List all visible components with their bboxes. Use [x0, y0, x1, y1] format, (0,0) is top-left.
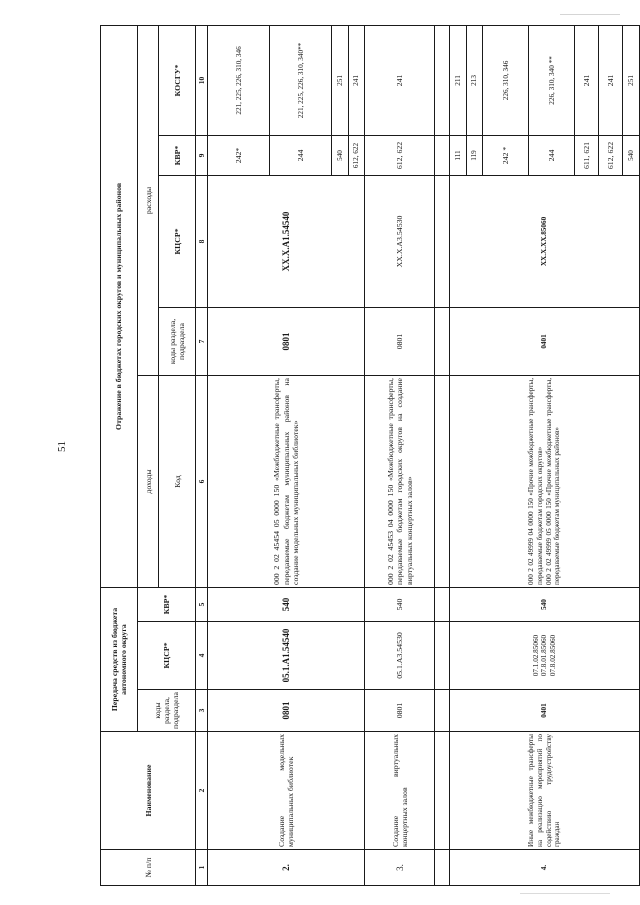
col-header-kvr2: КВР* — [159, 135, 196, 175]
row-section2: 0401 — [450, 307, 640, 375]
row-num: 2. — [208, 850, 365, 886]
row-kvr2: 119 — [466, 135, 483, 175]
row-name: Создание виртуальных концертных залов — [365, 732, 435, 850]
row-kosgu: 213 — [466, 25, 483, 135]
rotated-table-wrapper — [100, 26, 640, 886]
row-code-part: 000 2 02 49999 05 0000 150 «Прочие межбюджетные трансферты, передаваемые бюджетам муниципальных районов» — [544, 377, 562, 585]
column-number: 8 — [196, 175, 208, 307]
row-kosgu: 221, 225, 226, 310, 340** — [270, 25, 332, 135]
row-section: 0801 — [208, 690, 365, 732]
spacer-row — [435, 25, 450, 885]
table-row — [450, 25, 467, 885]
row-section: 0801 — [365, 690, 435, 732]
table-row — [208, 25, 270, 885]
col-header-kcsr: КЦСР* — [138, 622, 196, 690]
row-num: 3. — [365, 850, 435, 886]
row-kvr: 540 — [365, 587, 435, 621]
group-header-transfer: Передача средств из бюджета автономного округа — [101, 587, 138, 731]
column-number: 10 — [196, 25, 208, 135]
row-kvr: 540 — [208, 587, 365, 621]
row-kcsr: 05.1.А1.54540 — [208, 622, 365, 690]
column-number: 4 — [196, 622, 208, 690]
subgroup-income: доходы — [138, 375, 159, 587]
row-kvr2: 612, 622 — [348, 135, 365, 175]
col-header-section2: коды раздела, подраздела — [159, 307, 196, 375]
row-kosgu: 226, 310, 346 — [483, 25, 529, 135]
scan-artifact — [560, 14, 620, 15]
scan-artifact — [520, 893, 610, 894]
row-code: 000 2 02 45454 05 0000 150 «Межбюджетные трансферты, передаваемые бюджетам муниципальных районов на создание модельных муниципальных библиотек» — [208, 375, 365, 587]
row-section2: 0801 — [365, 307, 435, 375]
column-number: 7 — [196, 307, 208, 375]
budget-table — [100, 25, 640, 886]
col-header-code: Код — [159, 375, 196, 587]
row-name: Иные межбюджетные трансферты на реализацию мероприятий по содействию трудоустройству граждан — [450, 732, 640, 850]
row-code: 000 2 02 45453 04 0000 150 «Межбюджетные трансферты, передаваемые бюджетам городских округов на создание виртуальных концертных залов» — [365, 375, 435, 587]
row-kcsr: 05.1.А3.54530 — [365, 622, 435, 690]
row-kcsr: 07.1.02.85060 07.8.01.85060 07.8.02.85060 — [450, 622, 640, 690]
row-code-part: 000 2 02 49999 04 0000 150 «Прочие межбюджетные трансферты, передаваемые бюджетам городских округов» — [527, 377, 545, 585]
subgroup-expense: расходы — [138, 25, 159, 375]
row-kosgu: 251 — [332, 25, 349, 135]
column-number: 2 — [196, 732, 208, 850]
col-header-section: коды раздела, подраздела — [138, 690, 196, 732]
row-kvr2: 612, 622 — [365, 135, 435, 175]
column-number: 9 — [196, 135, 208, 175]
row-kcsr2: ХХ.Х.А3.54530 — [365, 175, 435, 307]
group-header-reflection: Отражение в бюджетах городских округов и муниципальных районов — [101, 25, 138, 587]
row-kvr2: 540 — [623, 135, 640, 175]
row-code — [450, 375, 640, 587]
col-header-num: № п/п — [101, 850, 196, 886]
row-kvr2: 242* — [208, 135, 270, 175]
col-header-kcsr2: КЦСР* — [159, 175, 196, 307]
row-section2: 0801 — [208, 307, 365, 375]
row-kvr2: 611, 621 — [575, 135, 599, 175]
row-kcsr2: ХХ.Х.ХХ.85060 — [450, 175, 640, 307]
column-number: 6 — [196, 375, 208, 587]
col-header-kvr: КВР* — [138, 587, 196, 621]
row-kosgu: 241 — [599, 25, 623, 135]
table-row — [365, 25, 435, 885]
row-kvr: 540 — [450, 587, 640, 621]
page-number: 51 — [56, 441, 68, 452]
column-number: 5 — [196, 587, 208, 621]
col-header-name: Наименование — [101, 732, 196, 850]
row-kvr2: 612, 622 — [599, 135, 623, 175]
row-kcsr2: ХХ.Х.А1.54540 — [208, 175, 365, 307]
row-kvr2: 540 — [332, 135, 349, 175]
row-section: 0401 — [450, 690, 640, 732]
row-kosgu: 241 — [365, 25, 435, 135]
row-num: 4. — [450, 850, 640, 886]
row-kvr2: 242 * — [483, 135, 529, 175]
row-kosgu: 211 — [450, 25, 467, 135]
row-kosgu: 251 — [623, 25, 640, 135]
column-number-row — [196, 25, 208, 885]
header-row-1 — [101, 25, 138, 885]
row-name: Создание модельных муниципальных библиотек — [208, 732, 365, 850]
row-kvr2: 244 — [270, 135, 332, 175]
row-kosgu: 226, 310, 340 ** — [529, 25, 575, 135]
column-number: 1 — [196, 850, 208, 886]
row-kosgu: 241 — [575, 25, 599, 135]
column-number: 3 — [196, 690, 208, 732]
col-header-kosgu: КОСГУ* — [159, 25, 196, 135]
row-kvr2: 111 — [450, 135, 467, 175]
row-kosgu: 241 — [348, 25, 365, 135]
row-kvr2: 244 — [529, 135, 575, 175]
row-kosgu: 221, 225, 226, 310, 346 — [208, 25, 270, 135]
